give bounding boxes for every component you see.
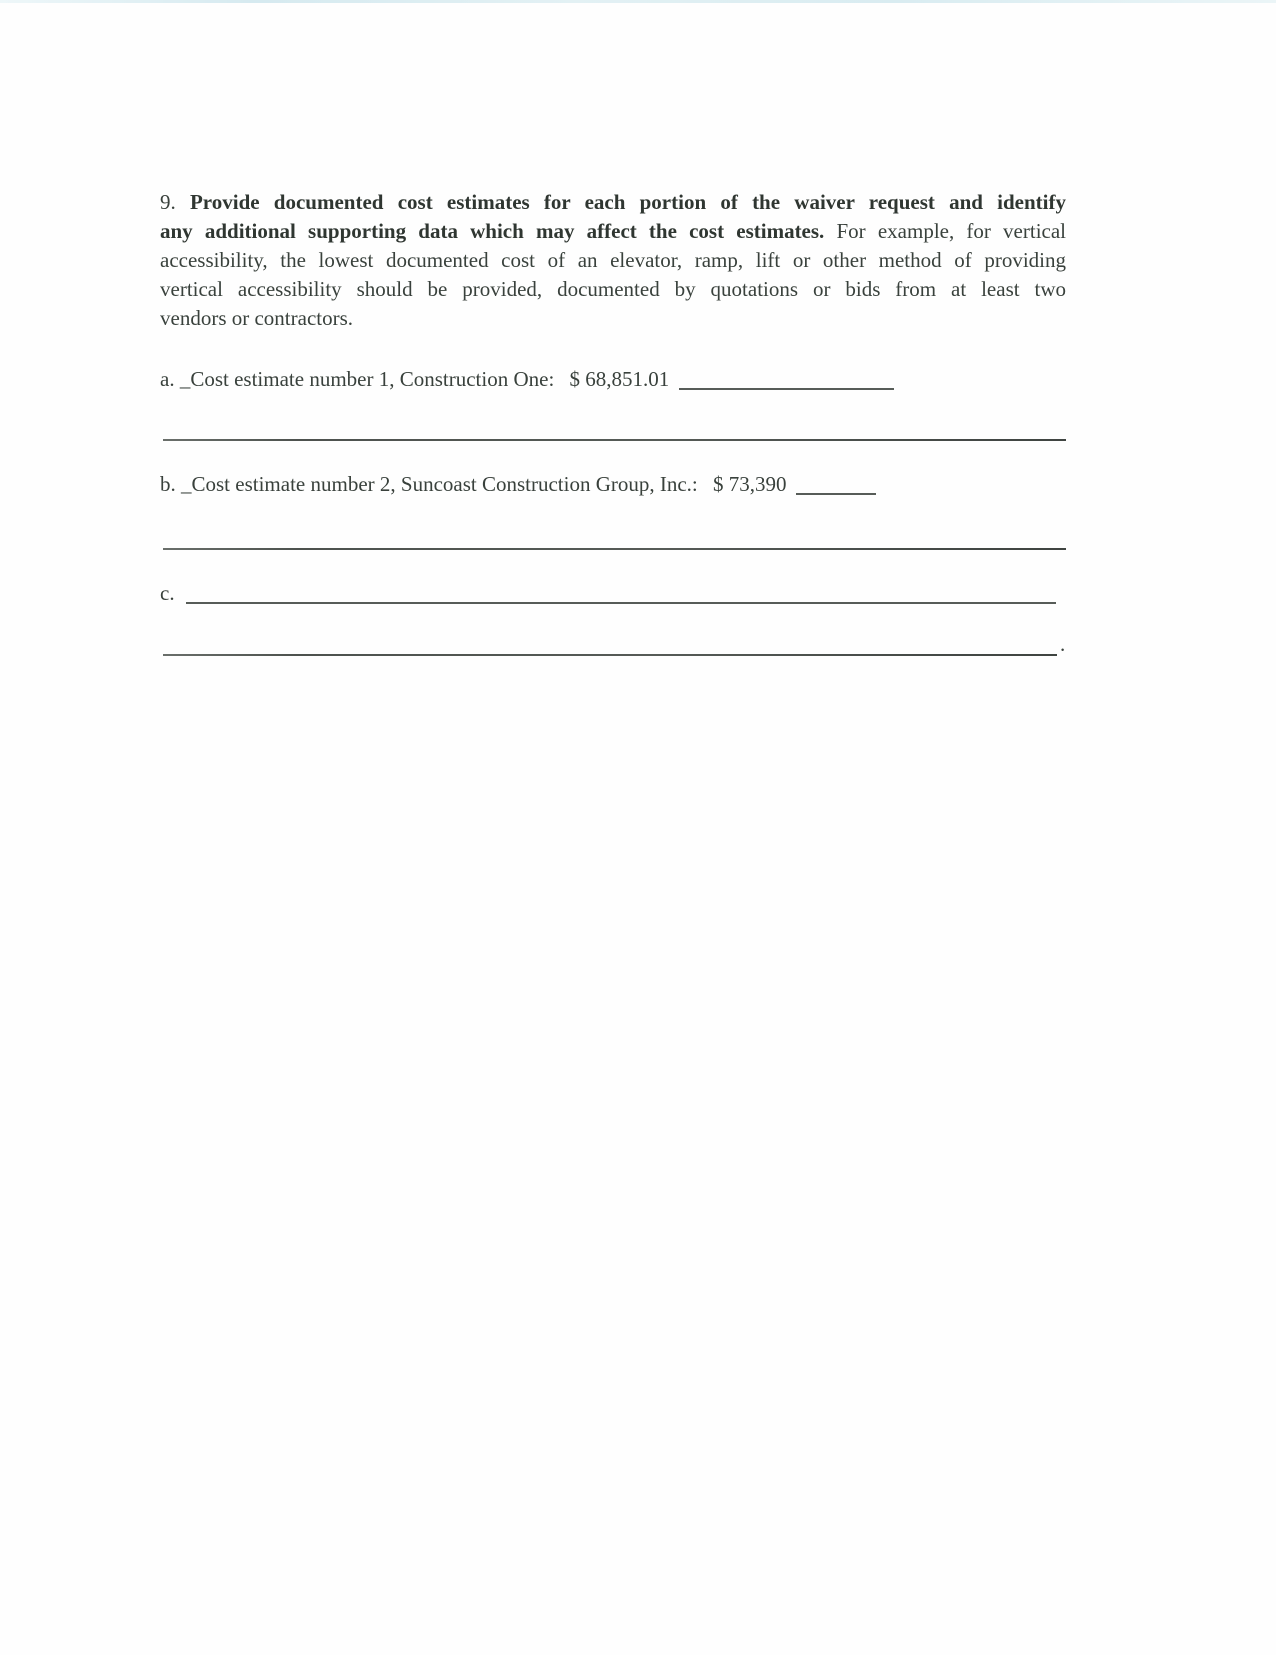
divider-line-3 [163, 654, 1057, 656]
item-a-fill-line [679, 366, 894, 390]
item-c-fill-line [186, 580, 1056, 604]
item-a-value: $ 68,851.01 [569, 367, 670, 392]
cost-item-a [160, 362, 894, 392]
divider-line-1 [163, 439, 1066, 441]
paragraph-line-2 [160, 217, 1066, 246]
scan-artifact-top-edge [0, 0, 1276, 3]
question-bold-segment-1: Provide documented cost estimates for each portion of the waiver request and identify [189, 190, 1067, 214]
item-c-label: c. [160, 581, 175, 606]
item-a-text: _Cost estimate number 1, Construction One: [179, 367, 555, 392]
item-b-value: $ 73,390 [713, 472, 787, 497]
cost-item-b [160, 467, 876, 497]
paragraph-line-5 [160, 304, 1066, 333]
paragraph-line-3 [160, 246, 1066, 275]
trailing-period: . [1060, 632, 1066, 656]
question-body-segment-4: vendors or contractors. [160, 306, 354, 330]
question-9-paragraph [160, 188, 1066, 333]
paragraph-line-1 [160, 188, 1066, 217]
paragraph-line-4 [160, 275, 1066, 304]
question-bold-segment-2: any additional supporting data which may affect the cost estimates. [160, 219, 825, 243]
question-body-segment-2: accessibility, the lowest documented cost of an elevator, ramp, lift or other method of providing [160, 248, 1066, 272]
question-body-segment-3: vertical accessibility should be provided, documented by quotations or bids from at least two [160, 277, 1066, 301]
divider-line-2 [163, 548, 1066, 550]
question-body-segment-1: For example, for vertical [836, 219, 1067, 243]
question-number: 9. [160, 190, 176, 214]
item-b-fill-line [796, 471, 876, 495]
item-a-label: a. [160, 367, 175, 392]
item-b-text: _Cost estimate number 2, Suncoast Construction Group, Inc.: [181, 472, 698, 497]
cost-item-c [160, 576, 1056, 606]
item-b-label: b. [160, 472, 176, 497]
